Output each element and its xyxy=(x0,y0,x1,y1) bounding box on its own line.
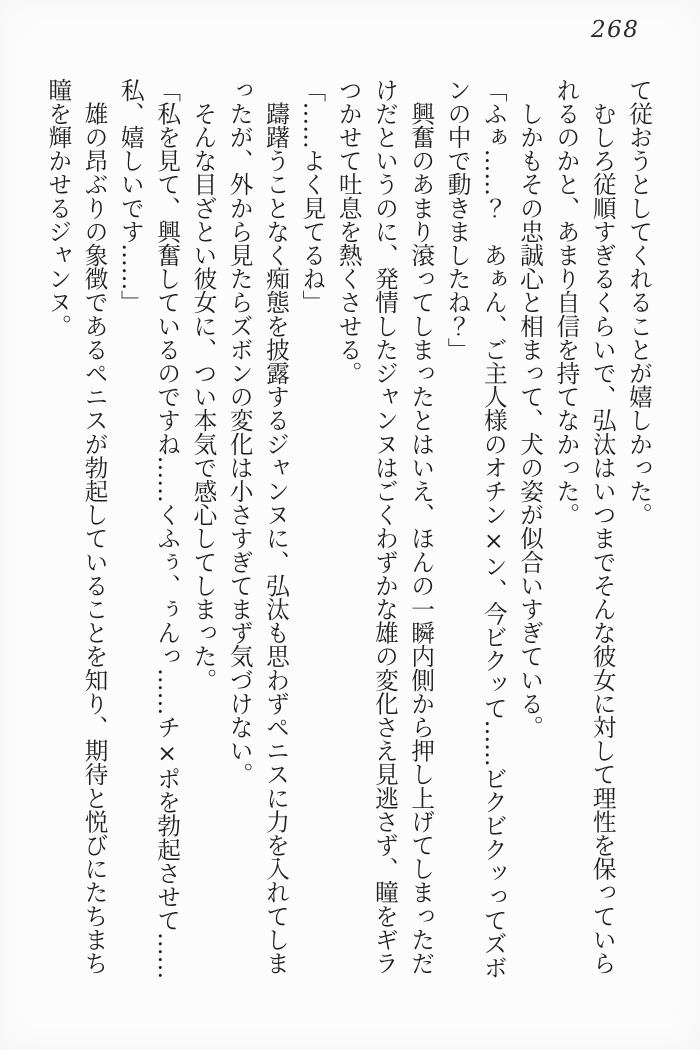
text-line: 私、嬉しいです……」 xyxy=(116,78,145,314)
text-line: そんな目ざとい彼女に、つい本気で感心してしまった。 xyxy=(189,78,218,692)
text-line: 「……よく見てるね」 xyxy=(298,78,327,314)
text-line: 雄の昂ぶりの象徴であるペニスが勃起していることを知り、期待と悦びにたちまち xyxy=(80,78,109,975)
page-number: 268 xyxy=(591,17,640,43)
text-line: て従おうとしてくれることが嬉しかった。 xyxy=(625,78,653,527)
text-line: 「私を見て、興奮しているのですね……くふぅ、ぅんっ……チ×ポを勃起させて…… xyxy=(153,78,182,980)
text-line: けだというのに、発情したジャンヌはごくわずかな雄の変化さえ見逃さず、瞳をギラ xyxy=(370,78,399,975)
text-line: れるのかと、あまり自信を持てなかった。 xyxy=(552,78,581,527)
text-line: しかもその忠誠心と相まって、犬の姿が似合いすぎている。 xyxy=(516,78,545,739)
text-line: つかせて吐息を熱くさせる。 xyxy=(334,78,363,385)
text-line: ンの中で動きましたね？」 xyxy=(443,78,472,362)
text-line: むしろ従順すぎるくらいで、弘汰はいつまでそんな彼女に対して理性を保っていら xyxy=(588,78,617,975)
text-line: 興奮のあまり滾ってしまったとはいえ、ほんの一瞬内側から押し上げてしまっただ xyxy=(407,78,436,975)
text-line: ったが、外から見たらズボンの変化は小さすぎてまず気づけない。 xyxy=(225,78,254,786)
text-block xyxy=(39,78,657,978)
text-line: 瞳を輝かせるジャンヌ。 xyxy=(44,78,73,338)
text-line: 躊躇うことなく痴態を披露するジャンヌに、弘汰も思わずペニスに力を入れてしま xyxy=(262,78,291,975)
text-line: 「ふぁ……？ あぁん、ご主人様のオチン×ン、今ビクッて……ビクビクッってズボ xyxy=(479,78,508,980)
